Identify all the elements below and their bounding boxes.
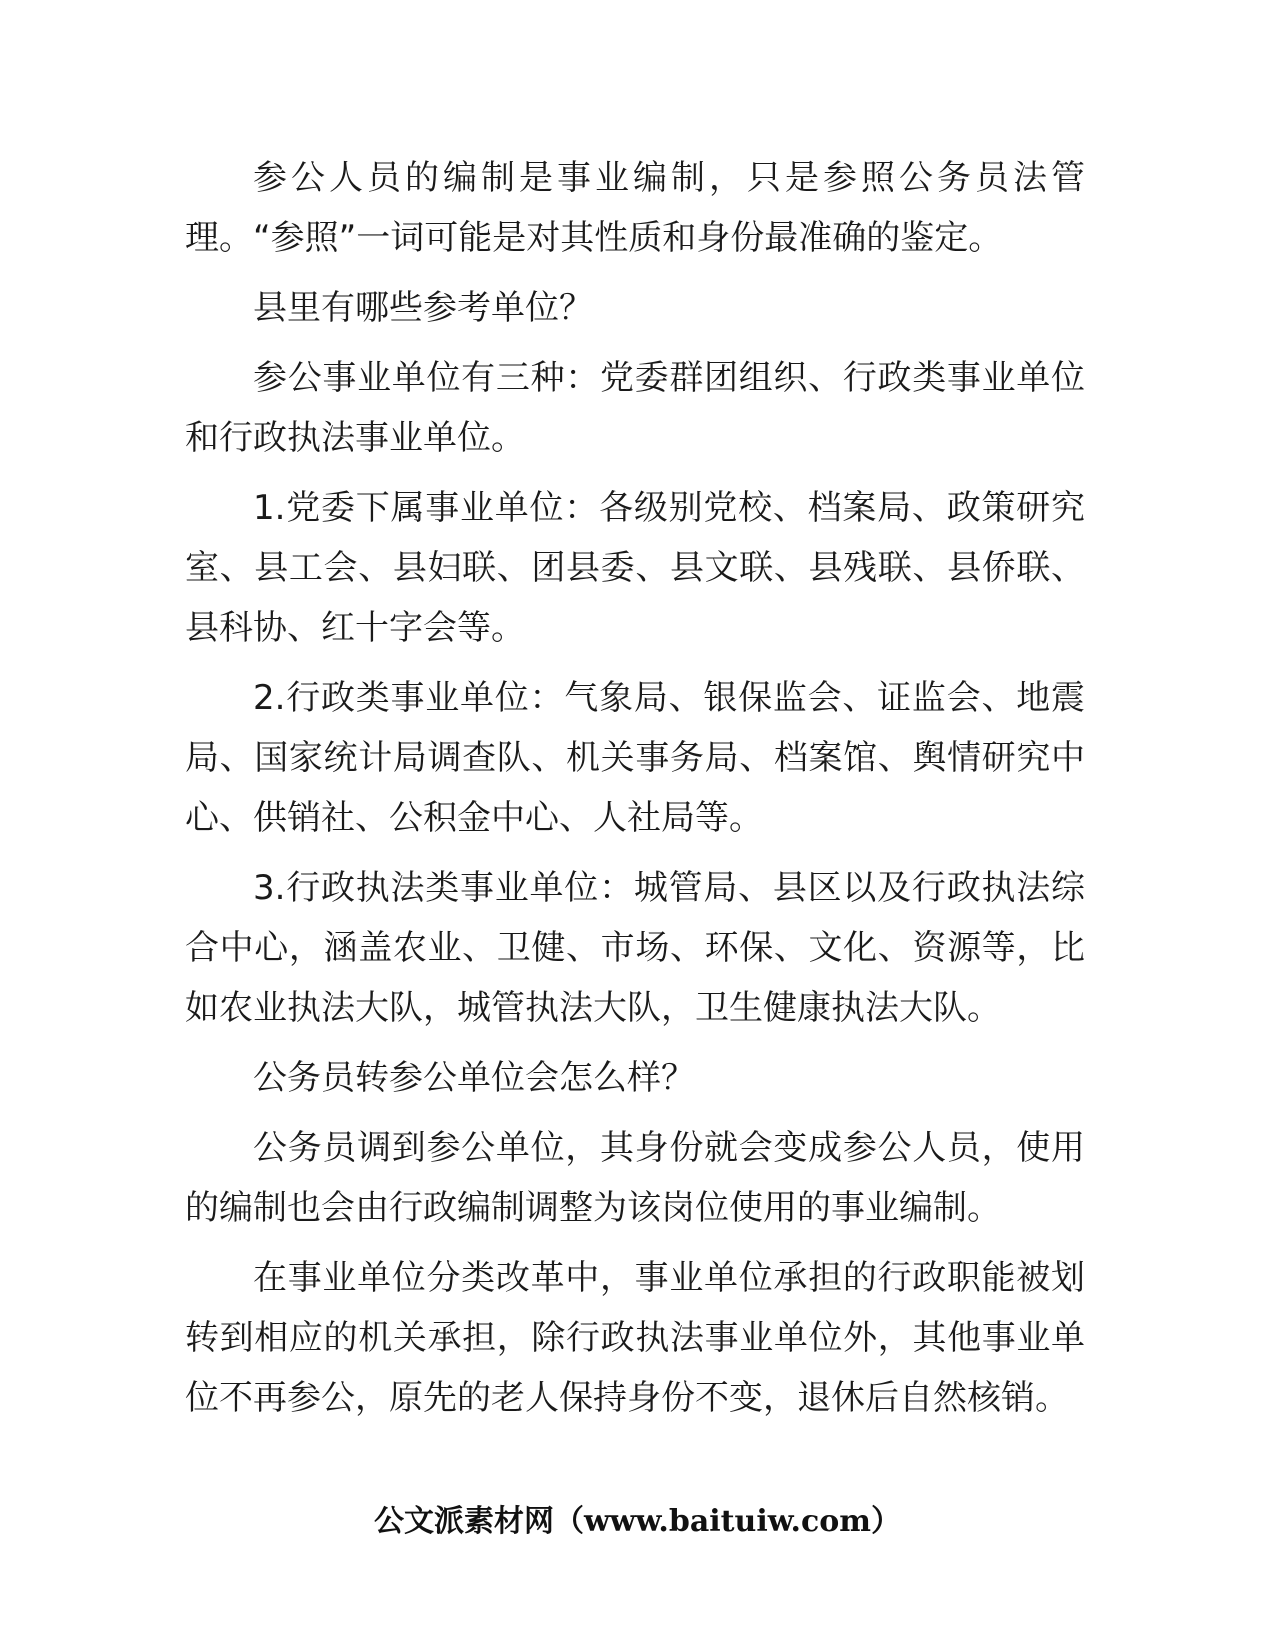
paragraph-party-units: 1.党委下属事业单位：各级别党校、档案局、政策研究室、县工会、县妇联、团县委、县文联、县残联、县侨联、县科协、红十字会等。 (185, 488, 1085, 648)
paragraph-transfer-answer: 公务员调到参公单位，其身份就会变成参公人员，使用的编制也会由行政编制调整为该岗位使用的事业编制。 (185, 1128, 1085, 1228)
paragraph-administrative-units: 2.行政类事业单位：气象局、银保监会、证监会、地震局、国家统计局调查队、机关事务局、档案馆、舆情研究中心、供销社、公积金中心、人社局等。 (185, 678, 1085, 838)
paragraph-enforcement-units: 3.行政执法类事业单位：城管局、县区以及行政执法综合中心，涵盖农业、卫健、市场、环保、文化、资源等，比如农业执法大队，城管执法大队，卫生健康执法大队。 (185, 868, 1085, 1028)
paragraph-question-transfer: 公务员转参公单位会怎么样？ (253, 1058, 695, 1098)
footer-source: 公文派素材网（www.baituiw.com） (373, 1504, 902, 1539)
paragraph-definition: 参公人员的编制是事业编制，只是参照公务员法管理。“参照”一词可能是对其性质和身份最准确的鉴定。 (185, 158, 1085, 258)
document-body (185, 148, 1085, 1438)
paragraph-question-units: 县里有哪些参考单位？ (253, 288, 593, 328)
paragraph-three-types: 参公事业单位有三种：党委群团组织、行政类事业单位和行政执法事业单位。 (185, 358, 1085, 458)
paragraph-reform: 在事业单位分类改革中，事业单位承担的行政职能被划转到相应的机关承担，除行政执法事业单位外，其他事业单位不再参公，原先的老人保持身份不变，退休后自然核销。 (185, 1258, 1085, 1418)
